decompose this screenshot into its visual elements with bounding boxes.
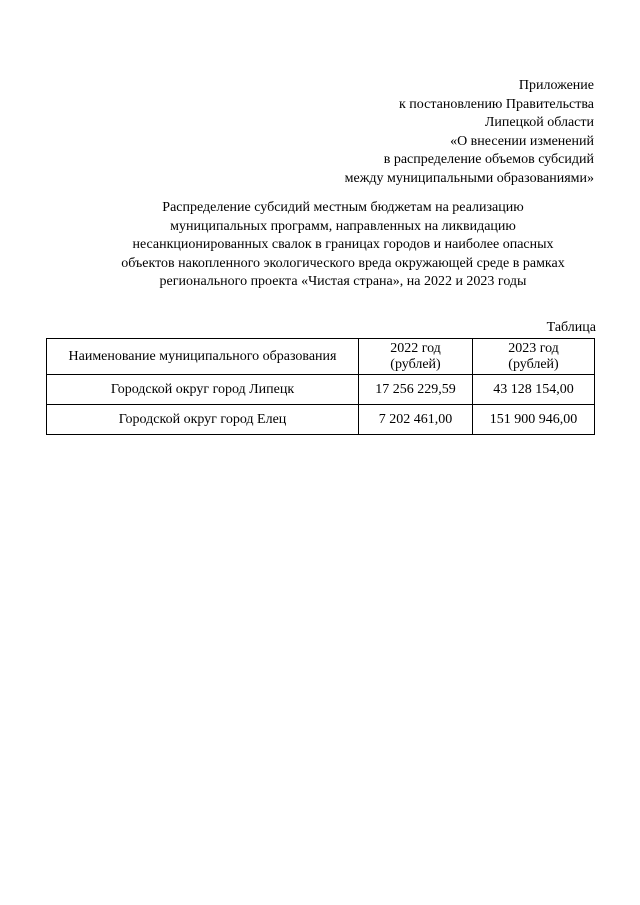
table-row [47, 405, 595, 435]
header-year-2023-label: 2023 год [508, 340, 559, 356]
cell-amount-2022: 17 256 229,59 [359, 375, 473, 405]
table-caption: Таблица [546, 320, 596, 335]
subsidy-table [46, 338, 595, 435]
document-title [60, 199, 626, 292]
header-year-2022-unit: (рублей) [390, 356, 441, 372]
cell-amount-2023: 151 900 946,00 [473, 405, 595, 435]
appendix-line: в распределение объемов субсидий [383, 152, 594, 167]
title-line: муниципальных программ, направленных на ликвидацию [170, 218, 516, 234]
title-line: Распределение субсидий местным бюджетам на реализацию [162, 200, 524, 215]
cell-municipality: Городской округ город Липецк [47, 375, 359, 405]
title-line: объектов накопленного экологического вреда окружающей среде в рамках [121, 255, 565, 271]
table-header-row [47, 339, 595, 375]
cell-municipality: Городской округ город Елец [47, 405, 359, 435]
table-row [47, 375, 595, 405]
appendix-line: к постановлению Правительства [398, 96, 594, 112]
header-year-2023 [473, 339, 595, 375]
header-year-2023-unit: (рублей) [508, 356, 559, 372]
appendix-line: Липецкой области [484, 115, 594, 130]
header-year-2022-label: 2022 год [390, 340, 441, 356]
header-municipality: Наименование муниципального образования [47, 339, 359, 375]
header-year-2022 [359, 339, 473, 375]
title-line: несанкционированных свалок в границах городов и наиболее опасных [132, 237, 554, 252]
appendix-line: Приложение [518, 78, 594, 93]
appendix-block [345, 77, 594, 188]
cell-amount-2023: 43 128 154,00 [473, 375, 595, 405]
appendix-line: «О внесении изменений [450, 133, 594, 149]
appendix-line: между муниципальными образованиями» [344, 170, 594, 186]
title-line: регионального проекта «Чистая страна», на 2022 и 2023 годы [159, 274, 527, 289]
cell-amount-2022: 7 202 461,00 [359, 405, 473, 435]
